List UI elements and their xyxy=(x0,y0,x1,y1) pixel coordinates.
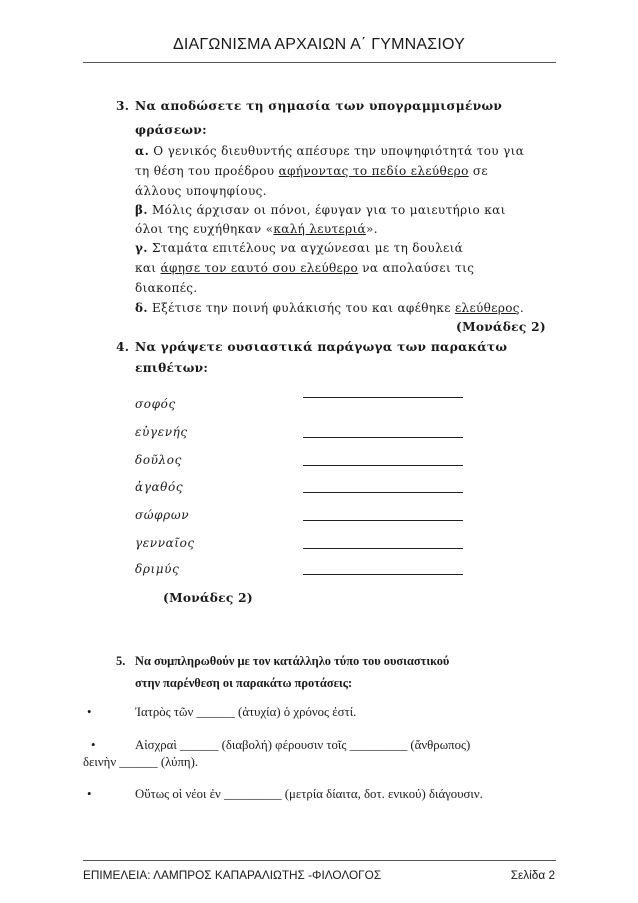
q3-item-c-line3: διακοπές. xyxy=(135,281,198,295)
q4-number: 4. xyxy=(116,340,130,354)
q5-number: 5. xyxy=(116,654,126,668)
q3-item-d-label: δ. xyxy=(135,301,148,315)
bullet-icon: • xyxy=(87,705,92,719)
q3-item-b-label: β. xyxy=(135,203,148,217)
q4-adjective: εὐγενής xyxy=(135,425,188,439)
q3-item-c-line1: γ. Σταμάτα επιτέλους να αγχώνεσαι με τη δουλειά xyxy=(135,241,464,255)
q5-sentence-1: Ἰατρὸς τῶν ______ (ἀτυχία) ὁ χρόνος ἐστί. xyxy=(135,705,357,719)
q4-marks: (Μονάδες 2) xyxy=(163,591,253,605)
q4-adjective: δριμύς xyxy=(135,562,180,576)
q3-marks: (Μονάδες 2) xyxy=(456,320,546,334)
q4-answer-blank[interactable] xyxy=(303,397,463,398)
q4-adjective: ἀγαθός xyxy=(135,480,184,494)
q4-adjective: σοφός xyxy=(135,397,176,411)
q5-sentence-3: Οὕτως οἱ νέοι ἐν _________ (μετρία δίαιτα, δοτ. ενικού) διάγουσιν. xyxy=(135,787,483,801)
q4-answer-blank[interactable] xyxy=(303,492,463,493)
q3-item-c-line2: και άφησε τον εαυτό σου ελεύθερο να απολαύσει τις xyxy=(135,261,475,275)
q3-number: 3. xyxy=(116,99,130,113)
q5-sentence-2-line1: Αἰσχραὶ ______ (διαβολή) φέρουσιν τοῖς _________ (ἄνθρωπος) xyxy=(135,738,471,752)
q3-prompt-line1: Να αποδώσετε τη σημασία των υπογραμμισμένων xyxy=(135,99,503,113)
bullet-icon: • xyxy=(87,787,92,801)
q4-answer-blank[interactable] xyxy=(303,465,463,466)
q3-item-a-label: α. xyxy=(135,144,150,158)
q4-adjective: σώφρων xyxy=(135,508,190,522)
footer-author: ΕΠΙΜΕΛΕΙΑ: ΛΑΜΠΡΟΣ ΚΑΠΑΡΑΛΙΩΤΗΣ -ΦΙΛΟΛΟΓΟΣ xyxy=(83,868,382,882)
q5-prompt-line1: Να συμπληρωθούν με τον κατάλληλο τύπο του ουσιαστικού xyxy=(135,654,450,668)
q3-item-b-underlined: καλή λευτεριά xyxy=(273,222,366,236)
q3-item-a-line3: άλλους υποψηφίους. xyxy=(135,184,267,198)
page-number: Σελίδα 2 xyxy=(510,868,555,882)
q3-item-d-line1: δ. Εξέτισε την ποινή φυλάκισής του και αφέθηκε ελεύθερος. xyxy=(135,301,525,315)
q3-item-c-underlined: άφησε τον εαυτό σου ελεύθερο xyxy=(160,261,359,275)
header-divider xyxy=(83,62,556,63)
q3-item-a-line2: τη θέση του προέδρου αφήνοντας το πεδίο ελεύθερο σε xyxy=(135,164,488,178)
footer-divider xyxy=(83,860,556,861)
q3-item-b-line1: β. Μόλις άρχισαν οι πόνοι, έφυγαν για το μαιευτήριο και xyxy=(135,203,506,217)
q4-answer-blank[interactable] xyxy=(303,574,463,575)
page-header: ΔΙΑΓΩΝΙΣΜΑ ΑΡΧΑΙΩΝ Α΄ ΓΥΜΝΑΣΙΟΥ xyxy=(173,36,465,53)
bullet-icon: • xyxy=(91,738,96,752)
q3-item-c-label: γ. xyxy=(135,241,148,255)
q3-item-a-underlined: αφήνοντας το πεδίο ελεύθερο xyxy=(278,164,469,178)
q4-answer-blank[interactable] xyxy=(303,548,463,549)
q4-adjective: δοῦλος xyxy=(135,453,182,467)
q3-prompt-line2: φράσεων: xyxy=(135,123,207,137)
q4-answer-blank[interactable] xyxy=(303,520,463,521)
q4-prompt-line2: επιθέτων: xyxy=(135,361,209,375)
q4-answer-blank[interactable] xyxy=(303,437,463,438)
q3-item-d-underlined: ελεύθερος xyxy=(454,301,520,315)
q5-prompt-line2: στην παρένθεση οι παρακάτω προτάσεις: xyxy=(135,676,353,690)
q4-adjective: γενναῖος xyxy=(135,536,195,550)
q3-item-a-line1: α. Ο γενικός διευθυντής απέσυρε την υποψηφιότητά του για xyxy=(135,144,525,158)
q3-item-b-line2: όλοι της ευχήθηκαν «καλή λευτεριά». xyxy=(135,222,378,236)
q5-sentence-2-line2: δεινὴν ______ (λύπη). xyxy=(83,755,199,769)
q4-prompt-line1: Να γράψετε ουσιαστικά παράγωγα των παρακάτω xyxy=(135,340,508,354)
